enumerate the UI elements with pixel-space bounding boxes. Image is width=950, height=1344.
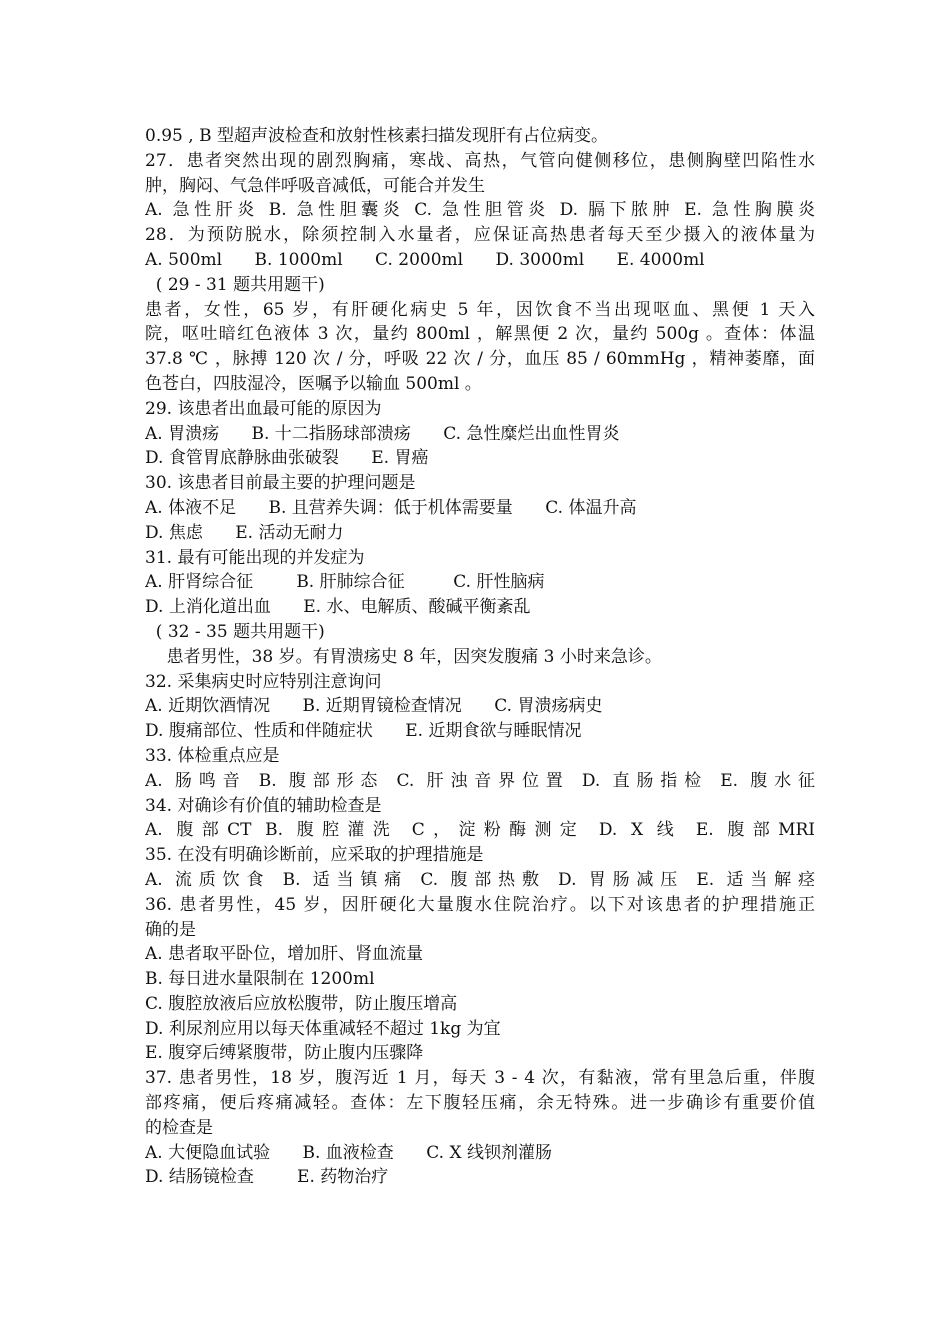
text-line: A. 患者取平卧位，增加肝、肾血流量: [145, 944, 424, 965]
text-line: 33. 体检重点应是: [145, 745, 280, 766]
text-line: 部疼痛，便后疼痛减轻。查体：左下腹轻压痛，余无特殊。进一步确诊有重要价值: [145, 1093, 815, 1114]
text-line: D. 焦虑 E. 活动无耐力: [145, 522, 344, 543]
text-line: C. 腹腔放液后应放松腹带，防止腹压增高: [145, 993, 458, 1014]
text-line: 37.8 ℃ ，脉搏 120 次 / 分，呼吸 22 次 / 分，血压 85 / 60mmHg ，精神萎靡，面: [145, 349, 815, 370]
text-line: 32. 采集病史时应特别注意询问: [145, 671, 382, 692]
text-line: D. 上消化道出血 E. 水、电解质、酸碱平衡紊乱: [145, 597, 531, 618]
text-line: A. 腹部CT B. 腹腔灌洗 C，淀粉酶测定 D. X 线 E. 腹部MRI: [145, 820, 815, 841]
text-line: ( 29 - 31 题共用题干): [145, 274, 325, 295]
document-body: [145, 124, 815, 1190]
text-line: A. 流质饮食 B. 适当镇痛 C. 腹部热敷 D. 胃肠减压 E. 适当解痉: [145, 869, 815, 890]
text-line: A. 大便隐血试验 B. 血液检查 C. X 线钡剂灌肠: [145, 1142, 552, 1163]
text-line: A. 肝肾综合征 B. 肝肺综合征 C. 肝性脑病: [145, 572, 545, 593]
text-line: B. 每日进水量限制在 1200ml: [145, 969, 375, 990]
text-line: 确的是: [145, 919, 196, 940]
text-line: 患者男性，38 岁。有胃溃疡史 8 年，因突发腹痛 3 小时来急诊。: [145, 646, 662, 667]
text-line: 0.95 , B 型超声波检查和放射性核素扫描发现肝有占位病变。: [145, 126, 608, 146]
text-line: 的检查是: [145, 1117, 213, 1138]
text-line: A. 体液不足 B. 且营养失调：低于机体需要量 C. 体温升高: [145, 497, 637, 518]
text-line: 29. 该患者出血最可能的原因为: [145, 398, 382, 419]
text-line: 35. 在没有明确诊断前，应采取的护理措施是: [145, 845, 484, 866]
text-line: D. 结肠镜检查 E. 药物治疗: [145, 1167, 389, 1188]
text-line: 色苍白，四肢湿冷，医嘱予以输血 500ml 。: [145, 373, 482, 394]
text-line: 患者，女性，65 岁，有肝硬化病史 5 年，因饮食不当出现呕血、黑便 1 天入: [145, 299, 815, 320]
text-line: D. 利尿剂应用以每天体重减轻不超过 1kg 为宜: [145, 1018, 501, 1039]
text-line: 36. 患者男性，45 岁，因肝硬化大量腹水住院治疗。以下对该患者的护理措施正: [145, 894, 815, 915]
text-line: A. 近期饮酒情况 B. 近期胃镜检查情况 C. 胃溃疡病史: [145, 696, 603, 717]
text-line: 27．患者突然出现的剧烈胸痛，寒战、高热，气管向健侧移位，患侧胸壁凹陷性水: [145, 150, 815, 171]
text-line: D. 腹痛部位、性质和伴随症状 E. 近期食欲与睡眠情况: [145, 721, 582, 742]
text-line: A. 500ml B. 1000ml C. 2000ml D. 3000ml E. 4000ml: [145, 249, 705, 270]
text-line: 37. 患者男性，18 岁，腹泻近 1 月，每天 3 - 4 次，有黏液，常有里急后重，伴腹: [145, 1068, 815, 1089]
text-line: A. 急性肝炎 B. 急性胆囊炎 C. 急性胆管炎 D. 膈下脓肿 E. 急性胸膜炎: [145, 200, 815, 221]
text-line: D. 食管胃底静脉曲张破裂 E. 胃癌: [145, 448, 429, 469]
text-line: A. 肠鸣音 B. 腹部形态 C. 肝浊音界位置 D. 直肠指检 E. 腹水征: [145, 770, 815, 791]
text-line: 34. 对确诊有价值的辅助检查是: [145, 795, 382, 816]
text-line: 肿，胸闷、气急伴呼吸音减低，可能合并发生: [145, 175, 485, 196]
text-line: 28．为预防脱水，除须控制入水量者，应保证高热患者每天至少摄入的液体量为: [145, 225, 815, 246]
text-line: A. 胃溃疡 B. 十二指肠球部溃疡 C. 急性糜烂出血性胃炎: [145, 423, 620, 444]
text-line: 30. 该患者目前最主要的护理问题是: [145, 473, 416, 494]
text-line: 31. 最有可能出现的并发症为: [145, 547, 365, 568]
text-line: 院，呕吐暗红色液体 3 次，量约 800ml ，解黑便 2 次，量约 500g 。查体：体温: [145, 324, 815, 345]
text-line: E. 腹穿后缚紧腹带，防止腹内压骤降: [145, 1043, 424, 1064]
text-line: ( 32 - 35 题共用题干): [145, 621, 325, 642]
